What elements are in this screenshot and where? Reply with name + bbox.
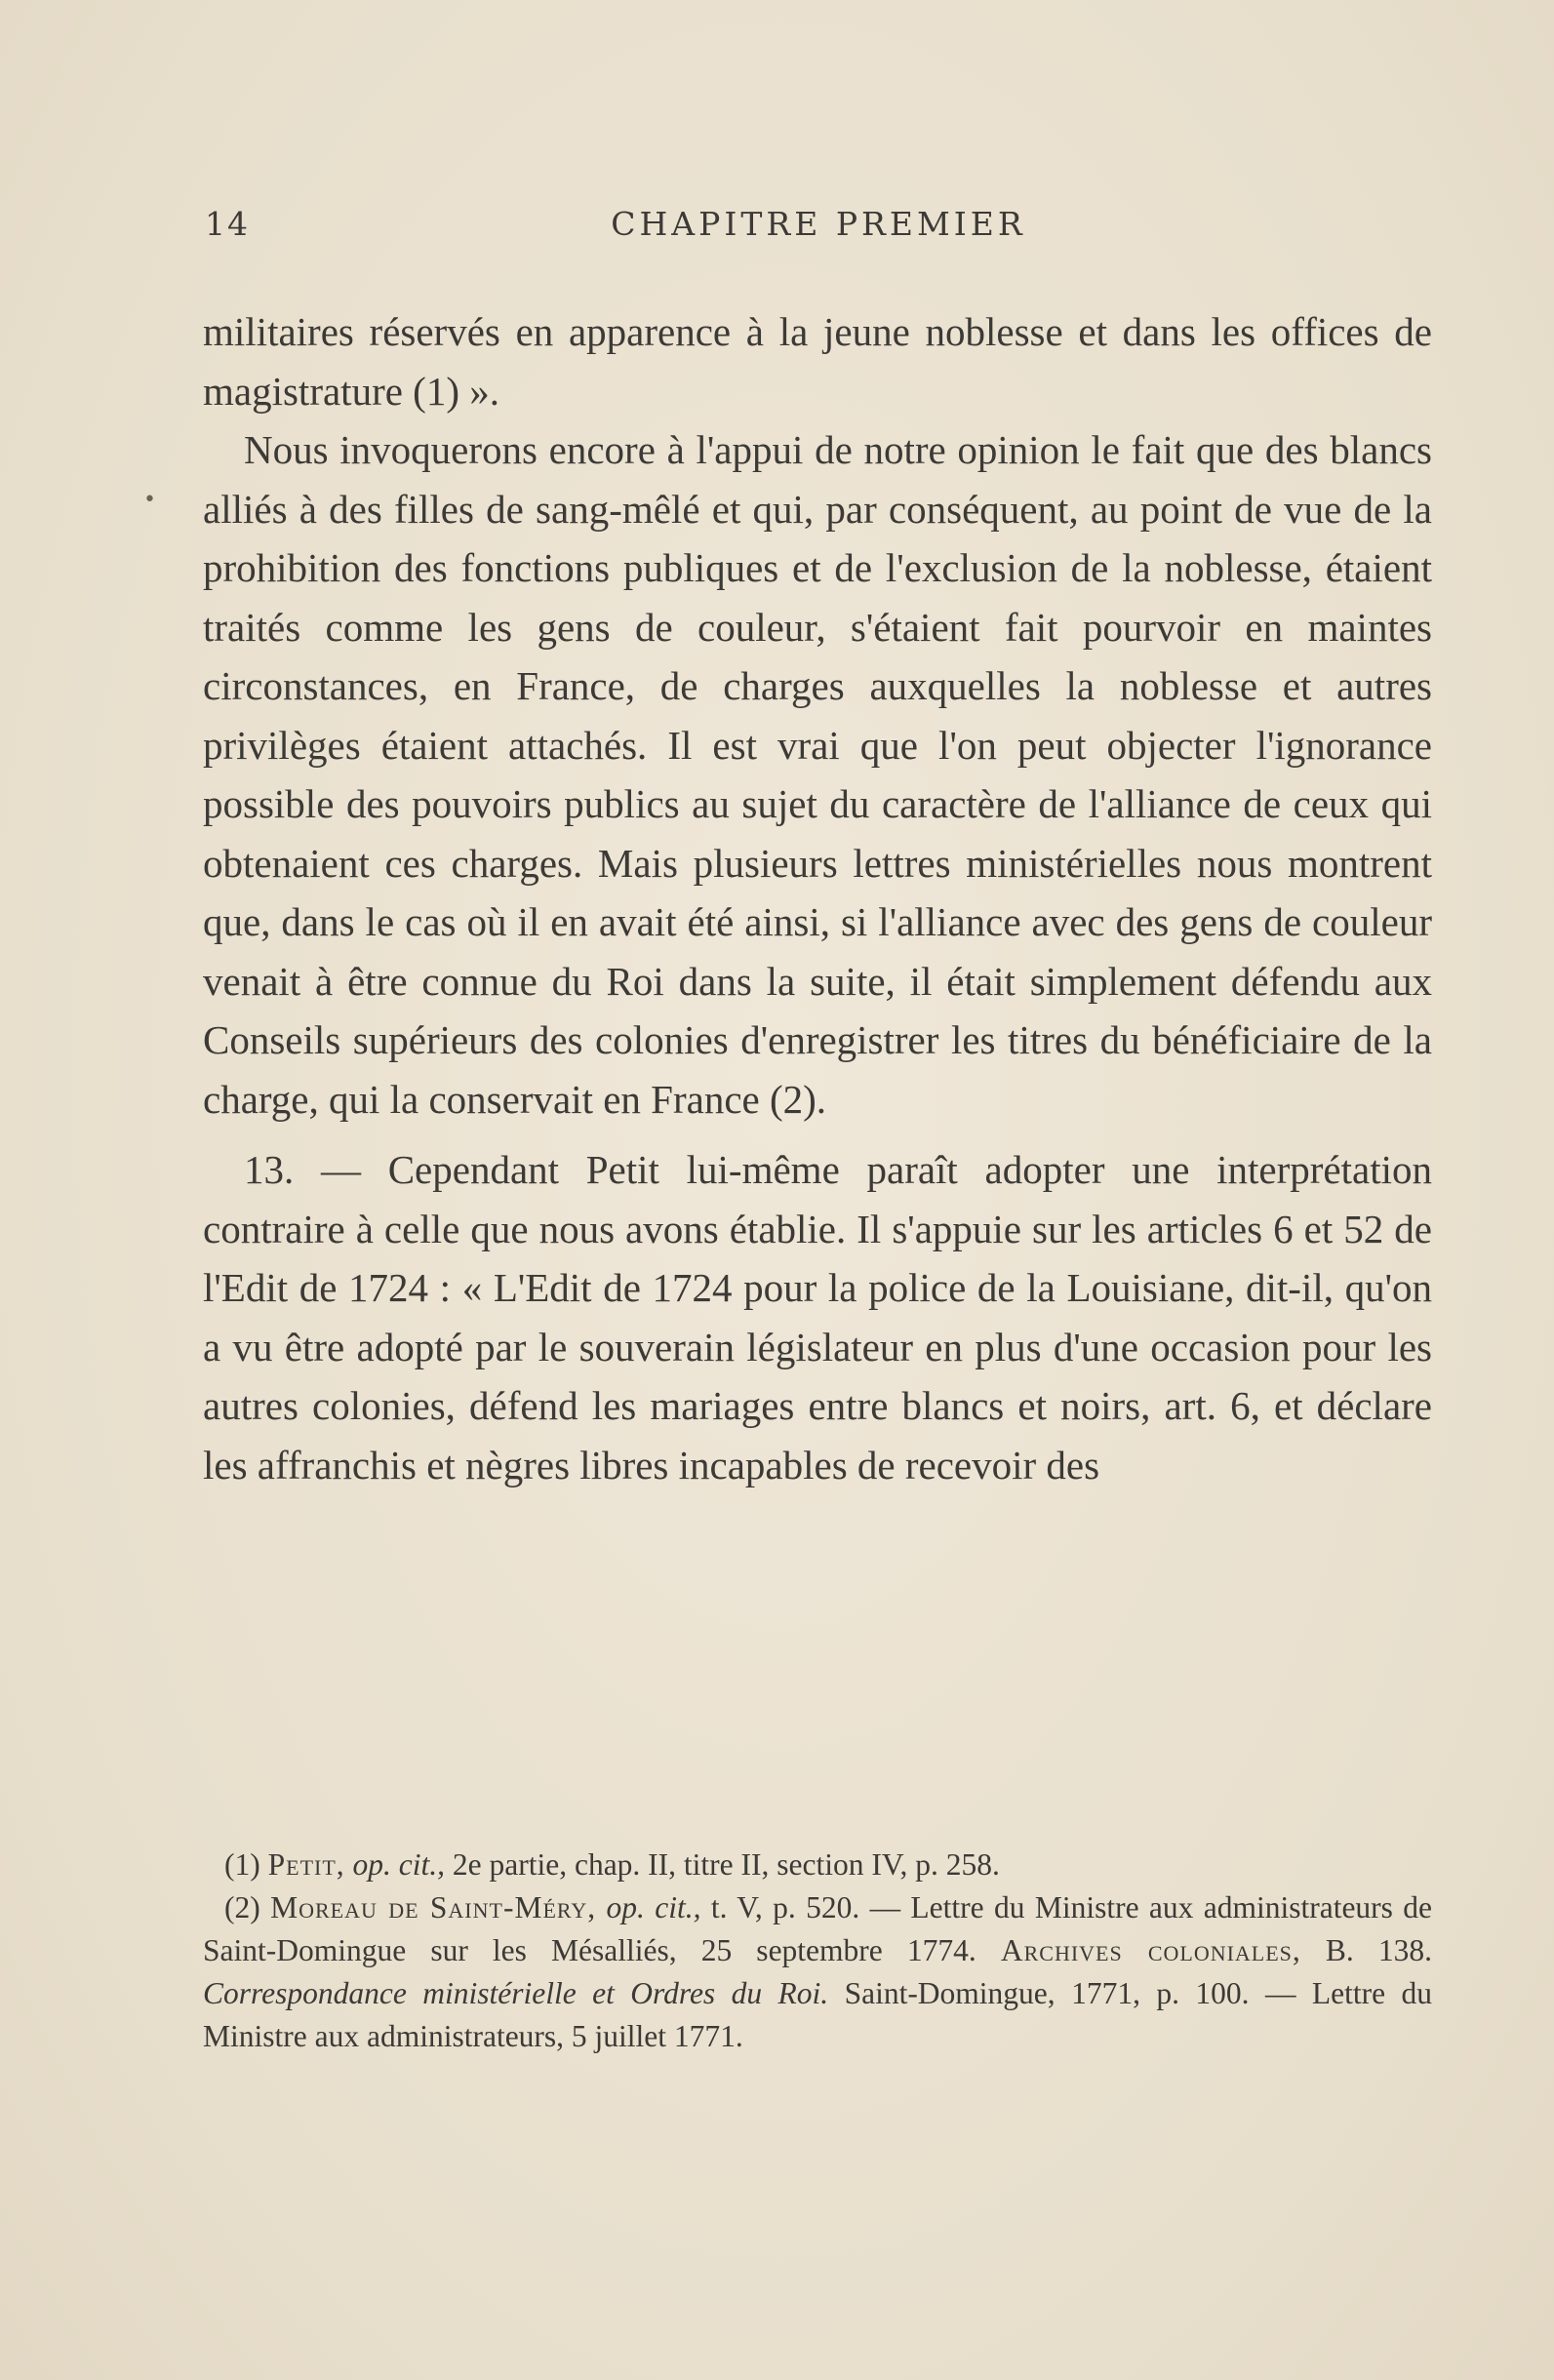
page-number: 14 [205, 205, 250, 243]
running-head: CHAPITRE PREMIER [611, 205, 1026, 243]
body-text [203, 302, 1432, 1494]
footnote-1 [203, 1844, 1432, 1886]
footnote-ref: op. cit., [606, 1890, 701, 1924]
margin-mark: • [143, 488, 156, 512]
footnote-author: Moreau de Saint-Méry, [270, 1890, 597, 1924]
footnote-author: Petit, [267, 1847, 345, 1882]
footnote-text: 2e partie, chap. II, titre II, section IV, p. 258. [452, 1847, 1000, 1882]
paragraph-continuation: militaires réservés en apparence à la jeune noblesse et dans les offices de magistrature (1) ». [203, 309, 1432, 414]
footnote-2 [203, 1886, 1432, 2058]
footnote-number: (1) [224, 1847, 260, 1882]
footnote-ref: op. cit., [352, 1847, 446, 1882]
footnote-archives: Archives coloniales, [1000, 1933, 1301, 1967]
footnote-title: Correspondance ministérielle et Ordres du Roi. [203, 1976, 829, 2010]
section-13-paragraph: 13. — Cependant Petit lui-même paraît adopter une interprétation contraire à celle que nous avons établie. Il s'appuie sur les articles 6 et 52 de l'Edit de 1724 : « L'Edit de 1724 pour la police de la Louisiane, dit-il, qu'on a vu être adopté par le souverain législateur en plus d'une occasion pour les autres colonies, défend les mariages entre blancs et noirs, art. 6, et déclare les affranchis et nègres libres incapables de recevoir des [203, 1147, 1432, 1488]
footnote-text: B. 138. [1325, 1933, 1433, 1967]
paragraph: Nous invoquerons encore à l'appui de notre opinion le fait que des blancs alliés à des filles de sang-mêlé et qui, par conséquent, au point de vue de la prohibition des fonctions publiques et de l'exclusion de la noblesse, étaient traités comme les gens de couleur, s'étaient fait pourvoir en maintes circonstances, en France, de charges auxquelles la noblesse et autres privilèges étaient attachés. Il est vrai que l'on peut objecter l'ignorance possible des pouvoirs publics au sujet du caractère de l'alliance de ceux qui obtenaient ces charges. Mais plusieurs lettres ministérielles nous montrent que, dans le cas où il en avait été ainsi, si l'alliance avec des gens de couleur venait à être connue du Roi dans la suite, il était simplement défendu aux Conseils supérieurs des colonies d'enregistrer les titres du bénéficiaire de la charge, qui la conservait en France (2). [203, 427, 1432, 1122]
footnote-text: Saint-Domingue, 1771, p. 100. — Lettre du Ministre aux administrateurs, 5 juillet 1771. [203, 1976, 1432, 2053]
footnotes [203, 1844, 1432, 2058]
footnote-number: (2) [224, 1890, 260, 1924]
footnote-text: t. V, p. 520. — Lettre du Ministre aux administrateurs de Saint-Domingue sur les Mésalliés, 25 septembre 1774. [203, 1890, 1433, 1967]
page-header [205, 205, 1432, 254]
